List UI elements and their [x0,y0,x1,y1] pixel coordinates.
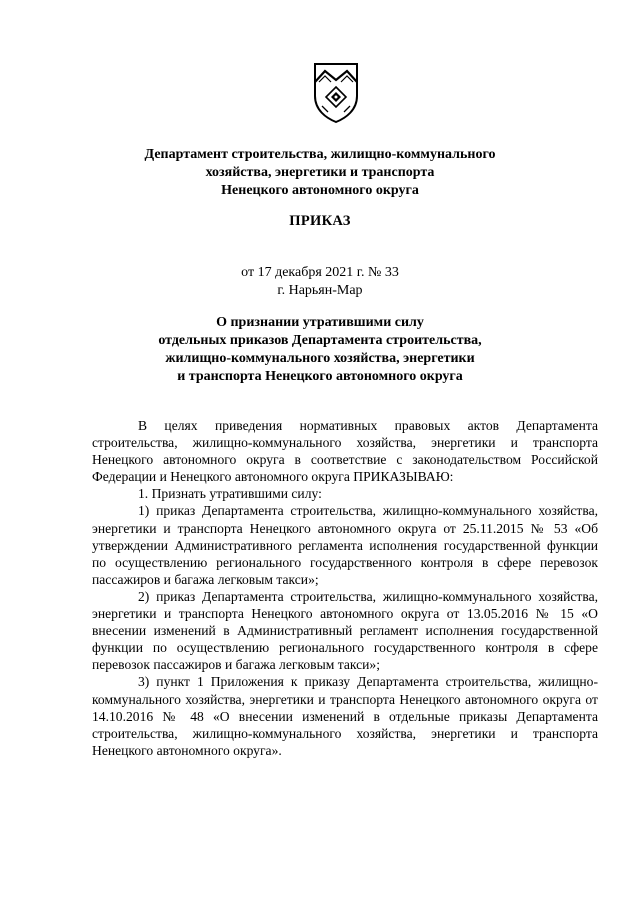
department-line-1: Департамент строительства, жилищно-коммунального [144,147,496,162]
preamble-paragraph: В целях приведения нормативных правовых актов Департамента строительства, жилищно-коммунального хозяйства, энергетики и транспорта Ненецкого автономного округа в соответствие с законодательством Российской Федерации и Ненецкого автономного округа ПРИКАЗЫВАЮ: [92,418,598,485]
department-line-3: Ненецкого автономного округа [221,183,419,198]
order-date-number: от 17 декабря 2021 г. № 33 [241,265,399,280]
subitem-1-paragraph: 1) приказ Департамента строительства, жилищно-коммунального хозяйства, энергетики и транспорта Ненецкого автономного округа от 25.11.2015 № 53 «Об утверждении Административного регламента исполнения государственной функции по осуществлению регионального государственного контроля в сфере перевозок пассажиров и багажа легковым такси»; [92,503,598,587]
subject-line-3: жилищно-коммунального хозяйства, энергетики [165,351,475,366]
coat-of-arms-emblem [313,62,359,124]
city-name: г. Нарьян-Мар [277,283,363,298]
subject-line-4: и транспорта Ненецкого автономного округа [177,369,463,384]
department-heading [0,146,640,200]
subject-line-2: отдельных приказов Департамента строительства, [158,333,482,348]
department-line-2: хозяйства, энергетики и транспорта [205,165,435,180]
order-body [92,417,598,759]
item-1-paragraph: 1. Признать утратившими силу: [138,486,322,502]
subitem-3-paragraph: 3) пункт 1 Приложения к приказу Департамента строительства, жилищно-коммунального хозяйства, энергетики и транспорта Ненецкого автономного округа от 14.10.2016 № 48 «О внесении изменений в отдельные приказы Департамента строительства, жилищно-коммунального хозяйства, энергетики и транспорта Ненецкого автономного округа». [92,674,598,758]
date-block [0,264,640,300]
order-subject [0,314,640,386]
document-type-title: ПРИКАЗ [289,213,351,229]
subitem-2-paragraph: 2) приказ Департамента строительства, жилищно-коммунального хозяйства, энергетики и транспорта Ненецкого автономного округа от 13.05.2016 № 15 «О внесении изменений в Административный регламент исполнения государственной функции по осуществлению регионального государственного контроля в сфере перевозок пассажиров и багажа легковым такси»; [92,588,598,673]
subject-line-1: О признании утратившими силу [216,315,424,330]
